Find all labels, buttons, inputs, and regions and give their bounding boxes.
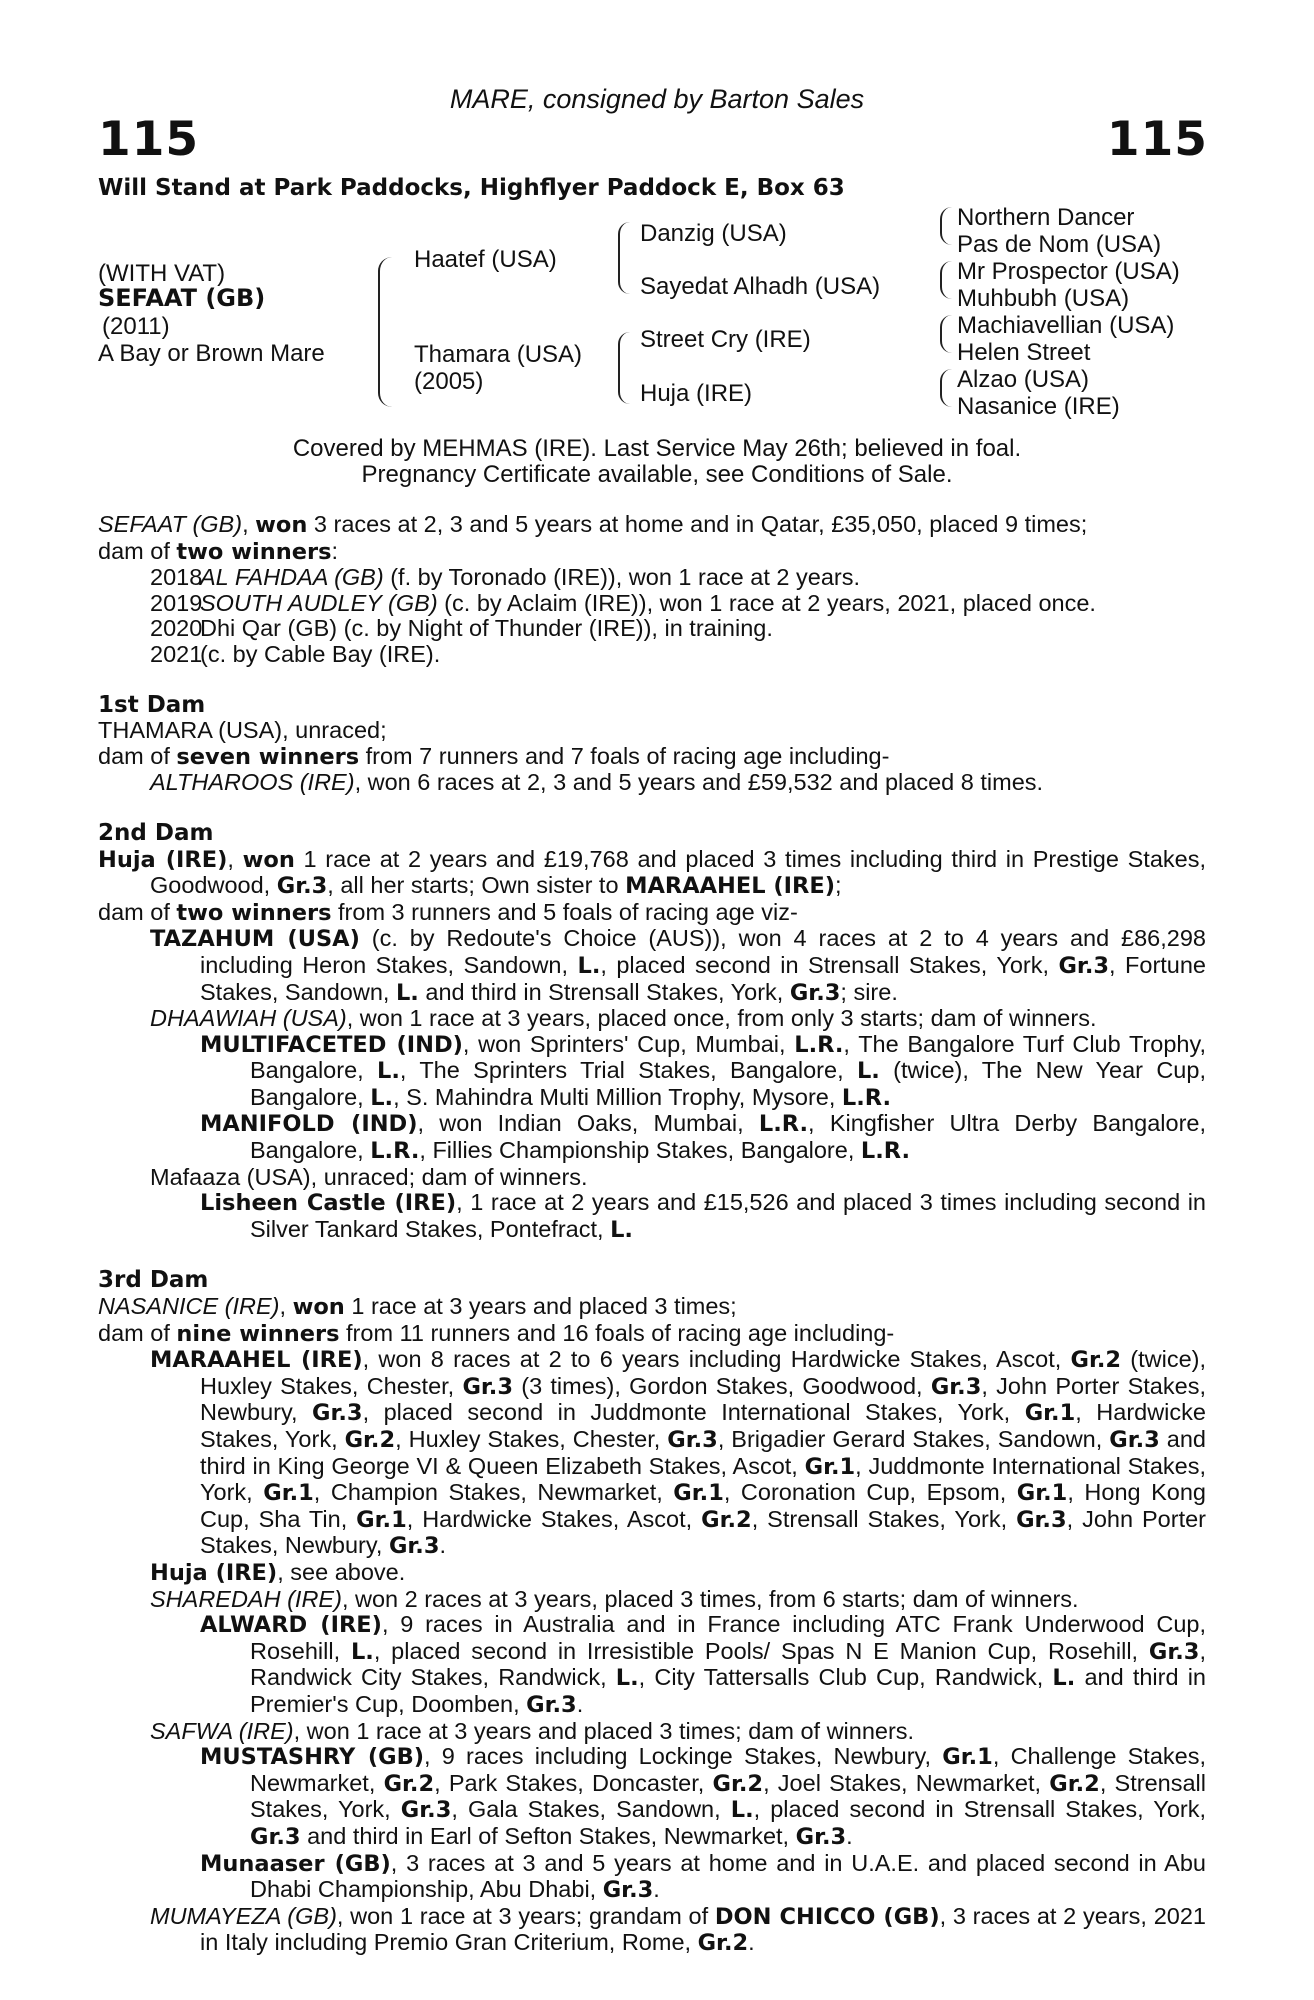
brace-gen3-4 [940,369,952,407]
gen4-1: Northern Dancer [957,204,1135,231]
covered-line: Covered by MEHMAS (IRE). Last Service May 26th; believed in foal. [292,435,1022,462]
gen3-sire-sire: Danzig (USA) [640,220,787,247]
progeny-row: 2020 Dhi Qar (GB) (c. by Night of Thunder (IRE)), in training. [150,615,773,642]
tazahum-entry: TAZAHUM (USA) (c. by Redoute's Choice (AUS)), won 4 races at 2 to 4 years and £86,298 including Heron Stakes, Sandown, L., placed second in Strensall Stakes, York, Gr.3, Fortune Stakes, Sandown, L. and third in Strensall Stakes, York, Gr.3; sire. [150,925,1207,1006]
mare-dam-of: dam of two winners: [98,537,339,565]
first-dam-dam-of: dam of seven winners from 7 runners and 7 foals of racing age including- [98,742,890,770]
dam-name: Thamara (USA) [414,341,583,368]
gen4-7: Alzao (USA) [957,366,1090,393]
altharoos-entry: ALTHAROOS (IRE), won 6 races at 2, 3 and 5 years and £59,532 and placed 8 times. [150,769,1044,796]
brace-gen2-sire [618,222,630,294]
sharedah-entry: SHAREDAH (IRE), won 2 races at 3 years, placed 3 times, from 6 starts; dam of winners. [150,1585,1079,1612]
progeny-row: 2019 SOUTH AUDLEY (GB) (c. by Aclaim (IRE)), won 1 race at 2 years, 2021, placed once. [150,589,1096,616]
lisheen-castle-entry: Lisheen Castle (IRE), 1 race at 2 years and £15,526 and placed 3 times including second in Silver Tankard Stakes, Pontefract, L. [200,1189,1206,1243]
nasanice-entry: NASANICE (IRE), won 1 race at 3 years and placed 3 times; [98,1293,737,1321]
gen3-dam-dam: Huja (IRE) [640,380,753,407]
mustashry-entry: MUSTASHRY (GB), 9 races including Lockinge Stakes, Newbury, Gr.1, Challenge Stakes, Newmarket, Gr.2, Park Stakes, Doncaster, Gr.2, Joel Stakes, Newmarket, Gr.2, Strensall Stakes, York, Gr.3, Gala Stakes, Sandown, L., placed second in Strensall Stakes, York, Gr.3 and third in Earl of Sefton Stakes, Newmarket, Gr.3. [200,1743,1206,1850]
sire-name: Haatef (USA) [414,246,557,273]
maraahel-entry: MARAAHEL (IRE), won 8 races at 2 to 6 years including Hardwicke Stakes, Ascot, Gr.2 (twice), Huxley Stakes, Chester, Gr.3 (3 times), Gordon Stakes, Goodwood, Gr.3, John Porter Stakes, Newbury, Gr.3, placed second in Juddmonte International Stakes, York, Gr.1, Hardwicke Stakes, York, Gr.2, Huxley Stakes, Chester, Gr.3, Brigadier Gerard Stakes, Sandown, Gr.3 and third in King George VI & Queen Elizabeth Stakes, Ascot, Gr.1, Juddmonte International Stakes, York, Gr.1, Champion Stakes, Newmarket, Gr.1, Coronation Cup, Epsom, Gr.1, Hong Kong Cup, Sha Tin, Gr.1, Hardwicke Stakes, Ascot, Gr.2, Strensall Stakes, York, Gr.3, John Porter Stakes, Newbury, Gr.3. [150,1346,1207,1560]
manifold-entry: MANIFOLD (IND), won Indian Oaks, Mumbai, L.R., Kingfisher Ultra Derby Bangalore, Bangalore, L.R., Fillies Championship Stakes, Bangalore, L.R. [200,1110,1206,1165]
third-dam-heading: 3rd Dam [98,1267,209,1294]
mumayeza-entry: MUMAYEZA (GB), won 1 race at 3 years; grandam of DON CHICCO (GB), 3 races at 2 years, 2021 in Italy including Premio Gran Criterium, Rome, Gr.2. [150,1902,1206,1957]
gen4-2: Pas de Nom (USA) [957,231,1162,258]
gen4-8: Nasanice (IRE) [957,393,1120,420]
vat-label: (WITH VAT) [98,260,226,287]
brace-gen2-dam [618,332,630,404]
horse-name: SEFAAT (GB) [98,284,266,312]
horse-year: (2011) [102,313,170,340]
progeny-row: 2021 (c. by Cable Bay (IRE). [150,640,441,667]
horse-description: A Bay or Brown Mare [98,340,325,367]
multifaceted-entry: MULTIFACETED (IND), won Sprinters' Cup, Mumbai, L.R., The Bangalore Turf Club Trophy, Bangalore, L., The Sprinters Trial Stakes, Bangalore, L. (twice), The New Year Cup, Bangalore, L., S. Mahindra Multi Million Trophy, Mysore, L.R. [200,1030,1207,1111]
huja-entry: Huja (IRE), won 1 race at 2 years and £19,768 and placed 3 times including third in Prestige Stakes, Goodwood, Gr.3, all her starts; Own sister to MARAAHEL (IRE); [98,845,1206,900]
stand-at-line: Will Stand at Park Paddocks, Highflyer Paddock E, Box 63 [98,175,845,201]
huja-see-above: Huja (IRE), see above. [150,1558,406,1586]
consignor-line: MARE, consigned by Barton Sales [449,84,865,114]
gen4-5: Machiavellian (USA) [957,312,1175,339]
dhaawiah-entry: DHAAWIAH (USA), won 1 race at 3 years, placed once, from only 3 starts; dam of winners. [150,1005,1097,1032]
lot-number-left: 115 [98,112,200,167]
certificate-line: Pregnancy Certificate available, see Conditions of Sale. [361,461,953,488]
second-dam-heading: 2nd Dam [98,819,214,846]
dam-year: (2005) [414,368,484,395]
catalogue-body [98,512,1206,1957]
brace-gen3-1 [940,207,952,245]
safwa-entry: SAFWA (IRE), won 1 race at 3 years and placed 3 times; dam of winners. [150,1717,915,1744]
gen4-3: Mr Prospector (USA) [957,258,1180,285]
gen3-sire-dam: Sayedat Alhadh (USA) [640,273,881,300]
third-dam-dam-of: dam of nine winners from 11 runners and 16 foals of racing age including- [98,1319,895,1347]
brace-gen3-2 [940,261,952,299]
first-dam-line: THAMARA (USA), unraced; [98,717,387,744]
progeny-row: 2018 AL FAHDAA (GB) (f. by Toronado (IRE)), won 1 race at 2 years. [150,564,860,591]
alward-entry: ALWARD (IRE), 9 races in Australia and in France including ATC Frank Underwood Cup, Rosehill, L., placed second in Irresistible Pools/ Spas N E Manion Cup, Rosehill, Gr.3, Randwick City Stakes, Randwick, L., City Tattersalls Club Cup, Randwick, L. and third in Premier's Cup, Doomben, Gr.3. [200,1611,1207,1718]
mafaaza-entry: Mafaaza (USA), unraced; dam of winners. [150,1163,588,1190]
gen4-6: Helen Street [957,339,1091,366]
second-dam-dam-of: dam of two winners from 3 runners and 5 foals of racing age viz- [98,898,798,926]
mare-record: SEFAAT (GB), won 3 races at 2, 3 and 5 years at home and in Qatar, £35,050, placed 9 times; [98,511,1088,538]
brace-gen3-3 [940,315,952,353]
first-dam-heading: 1st Dam [98,691,206,718]
brace-gen1 [378,257,396,407]
munaaser-entry: Munaaser (GB), 3 races at 3 and 5 years at home and in U.A.E. and placed second in Abu Dhabi Championship, Abu Dhabi, Gr.3. [200,1849,1206,1904]
lot-number-right: 115 [1106,112,1208,167]
gen4-4: Muhbubh (USA) [957,285,1130,312]
gen3-dam-sire: Street Cry (IRE) [640,326,811,353]
